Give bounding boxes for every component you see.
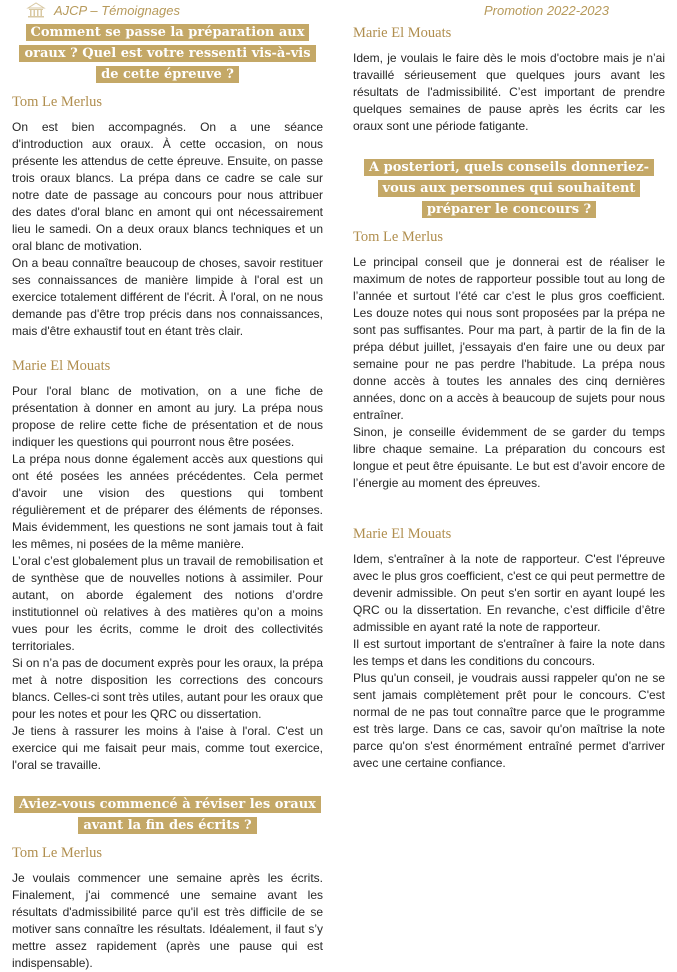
answer-paragraph: On est bien accompagnés. On a une séance d'introduction aux oraux. À cette occasion, on nous présente les attendus de cette épreuve. Ensuite, on passe trois oraux blancs. La prépa dans ce cadre se cale sur notre date de passage au concours pour nous attribuer des dates d'oral blanc en amont qui ont nécessairement lieu le samedi. On a deux oraux blancs techniques et un oral blanc de motivation. [12,120,323,253]
question-title: Comment se passe la préparation aux oraux ? Quel est votre ressenti vis-à-vis de cette épreuve ? [19,24,315,83]
question-title: A posteriori, quels conseils donneriez-vous aux personnes qui souhaitent préparer le concours ? [364,159,654,218]
answer-paragraph: Pour l'oral blanc de motivation, on a une fiche de présentation à donner en amont au jury. La prépa nous propose de relire cette fiche de présentation et de nous indiquer les questions qui pourront nous être posées. [12,384,323,449]
answer-paragraph: Je tiens à rassurer les moins à l'aise à l'oral. C'est un exercice qui me faisait peur mais, comme tout exercice, l'oral se travaille. [12,724,323,772]
answer-paragraph: Sinon, je conseille évidemment de se garder du temps libre chaque semaine. La préparation du concours est longue et peut être épuisante. Le but est d’avoir encore de l’énergie au moment des épreuves. [353,425,665,490]
author-name: Marie El Mouats [353,25,452,41]
right-column [353,22,665,772]
answer-paragraph: Je voulais commencer une semaine après les écrits. Finalement, j'ai commencé une semaine avant les résultats d'admissibilité parce qu'il est très difficile de se motiver sans connaître les résultats. Idéalement, il faut s’y mettre assez rapidement (après une pause qui est indispensable). [12,871,323,970]
question-heading [353,157,665,220]
author-name: Marie El Mouats [353,526,452,542]
left-column [12,22,323,972]
answer-paragraph: Idem, je voulais le faire dès le mois d'octobre mais je n’ai travaillé sérieusement que quelques jours avant les résultats de l'admissibilité. C’est important de prendre quelques semaines de pause après les écrits car les oraux sont une période fatigante. [353,51,665,133]
building-icon [26,2,46,19]
author-name: Tom Le Merlus [353,229,443,245]
answer-paragraph: Si on n’a pas de document exprès pour les oraux, la prépa met à notre disposition les corrections des concours blancs. Celles-ci sont très utiles, autant pour les oraux que pour les notes et pour les QRC ou dissertation. [12,656,323,721]
answer-paragraph: La prépa nous donne également accès aux questions qui ont été posées les années précédentes. Cela permet d'avoir une vision des questions qui tombent régulièrement et de préparer des éléments de réponses. Mais évidemment, les questions ne sont jamais tout à fait les mêmes, ni posées de la même manière. [12,452,323,551]
author-name: Tom Le Merlus [12,845,102,861]
author-name: Tom Le Merlus [12,94,102,110]
header-promotion: Promotion 2022-2023 [483,3,609,18]
answer-paragraph: Le principal conseil que je donnerai est de réaliser le maximum de notes de rapporteur possible tout au long de l’année et surtout l’été car c’est le plus gros coefficient. Les douze notes qui nous sont proposées par la prépa ne sont pas suffisantes. Pour ma part, à partir de la fin de la prépa début juillet, j'essayais d'en faire une ou deux par semaine pour ne pas perdre l'habitude. La prépa nous donne accès à toutes les annales des cinq dernières années, donc on a accès à beaucoup de sujets pour nous entraîner. [353,255,665,422]
page-header [0,2,677,20]
answer-paragraph: Il est surtout important de s'entraîner à faire la note dans les temps et dans les conditions du concours. [353,637,665,668]
answer-paragraph: L’oral c’est globalement plus un travail de remobilisation et de synthèse que de nouvelles notions à assimiler. Pour autant, on aborde également des notions d’ordre institutionnel où relatives à des matières qu’on a moins vues pour les écrits, comme le droit des collectivités territoriales. [12,554,323,653]
question-title: Aviez-vous commencé à réviser les oraux avant la fin des écrits ? [14,796,321,834]
question-heading [12,794,323,836]
author-name: Marie El Mouats [12,358,111,374]
answer-paragraph: Idem, s'entraîner à la note de rapporteur. C'est l'épreuve avec le plus gros coefficient, c'est ce qui peut permettre de devenir admissible. On peut s'en sortir en ayant loupé les QRC ou la dissertation. En revanche, c’est difficile d’être admissible en ayant raté la note de rapporteur. [353,552,665,634]
answer-paragraph: Plus qu'un conseil, je voudrais aussi rappeler qu'on ne se sent jamais complètement prêt pour le concours. C'est normal de ne pas tout connaître parce que le programme est très large. Dans ce cas, savoir qu'on maîtrise la note parce qu'on s'est énormément entraîné permet d'arriver avec une certaine confiance. [353,671,665,770]
header-title: AJCP – Témoignages [54,3,180,18]
question-heading [12,22,323,85]
answer-paragraph: On a beau connaître beaucoup de choses, savoir restituer ses connaissances de manière limpide à l'oral est un exercice totalement différent de l'écrit. À l'oral, on ne nous demande pas d'être trop précis dans nos connaissances, mais d'être exhaustif tout en étant très clair. [12,256,323,338]
